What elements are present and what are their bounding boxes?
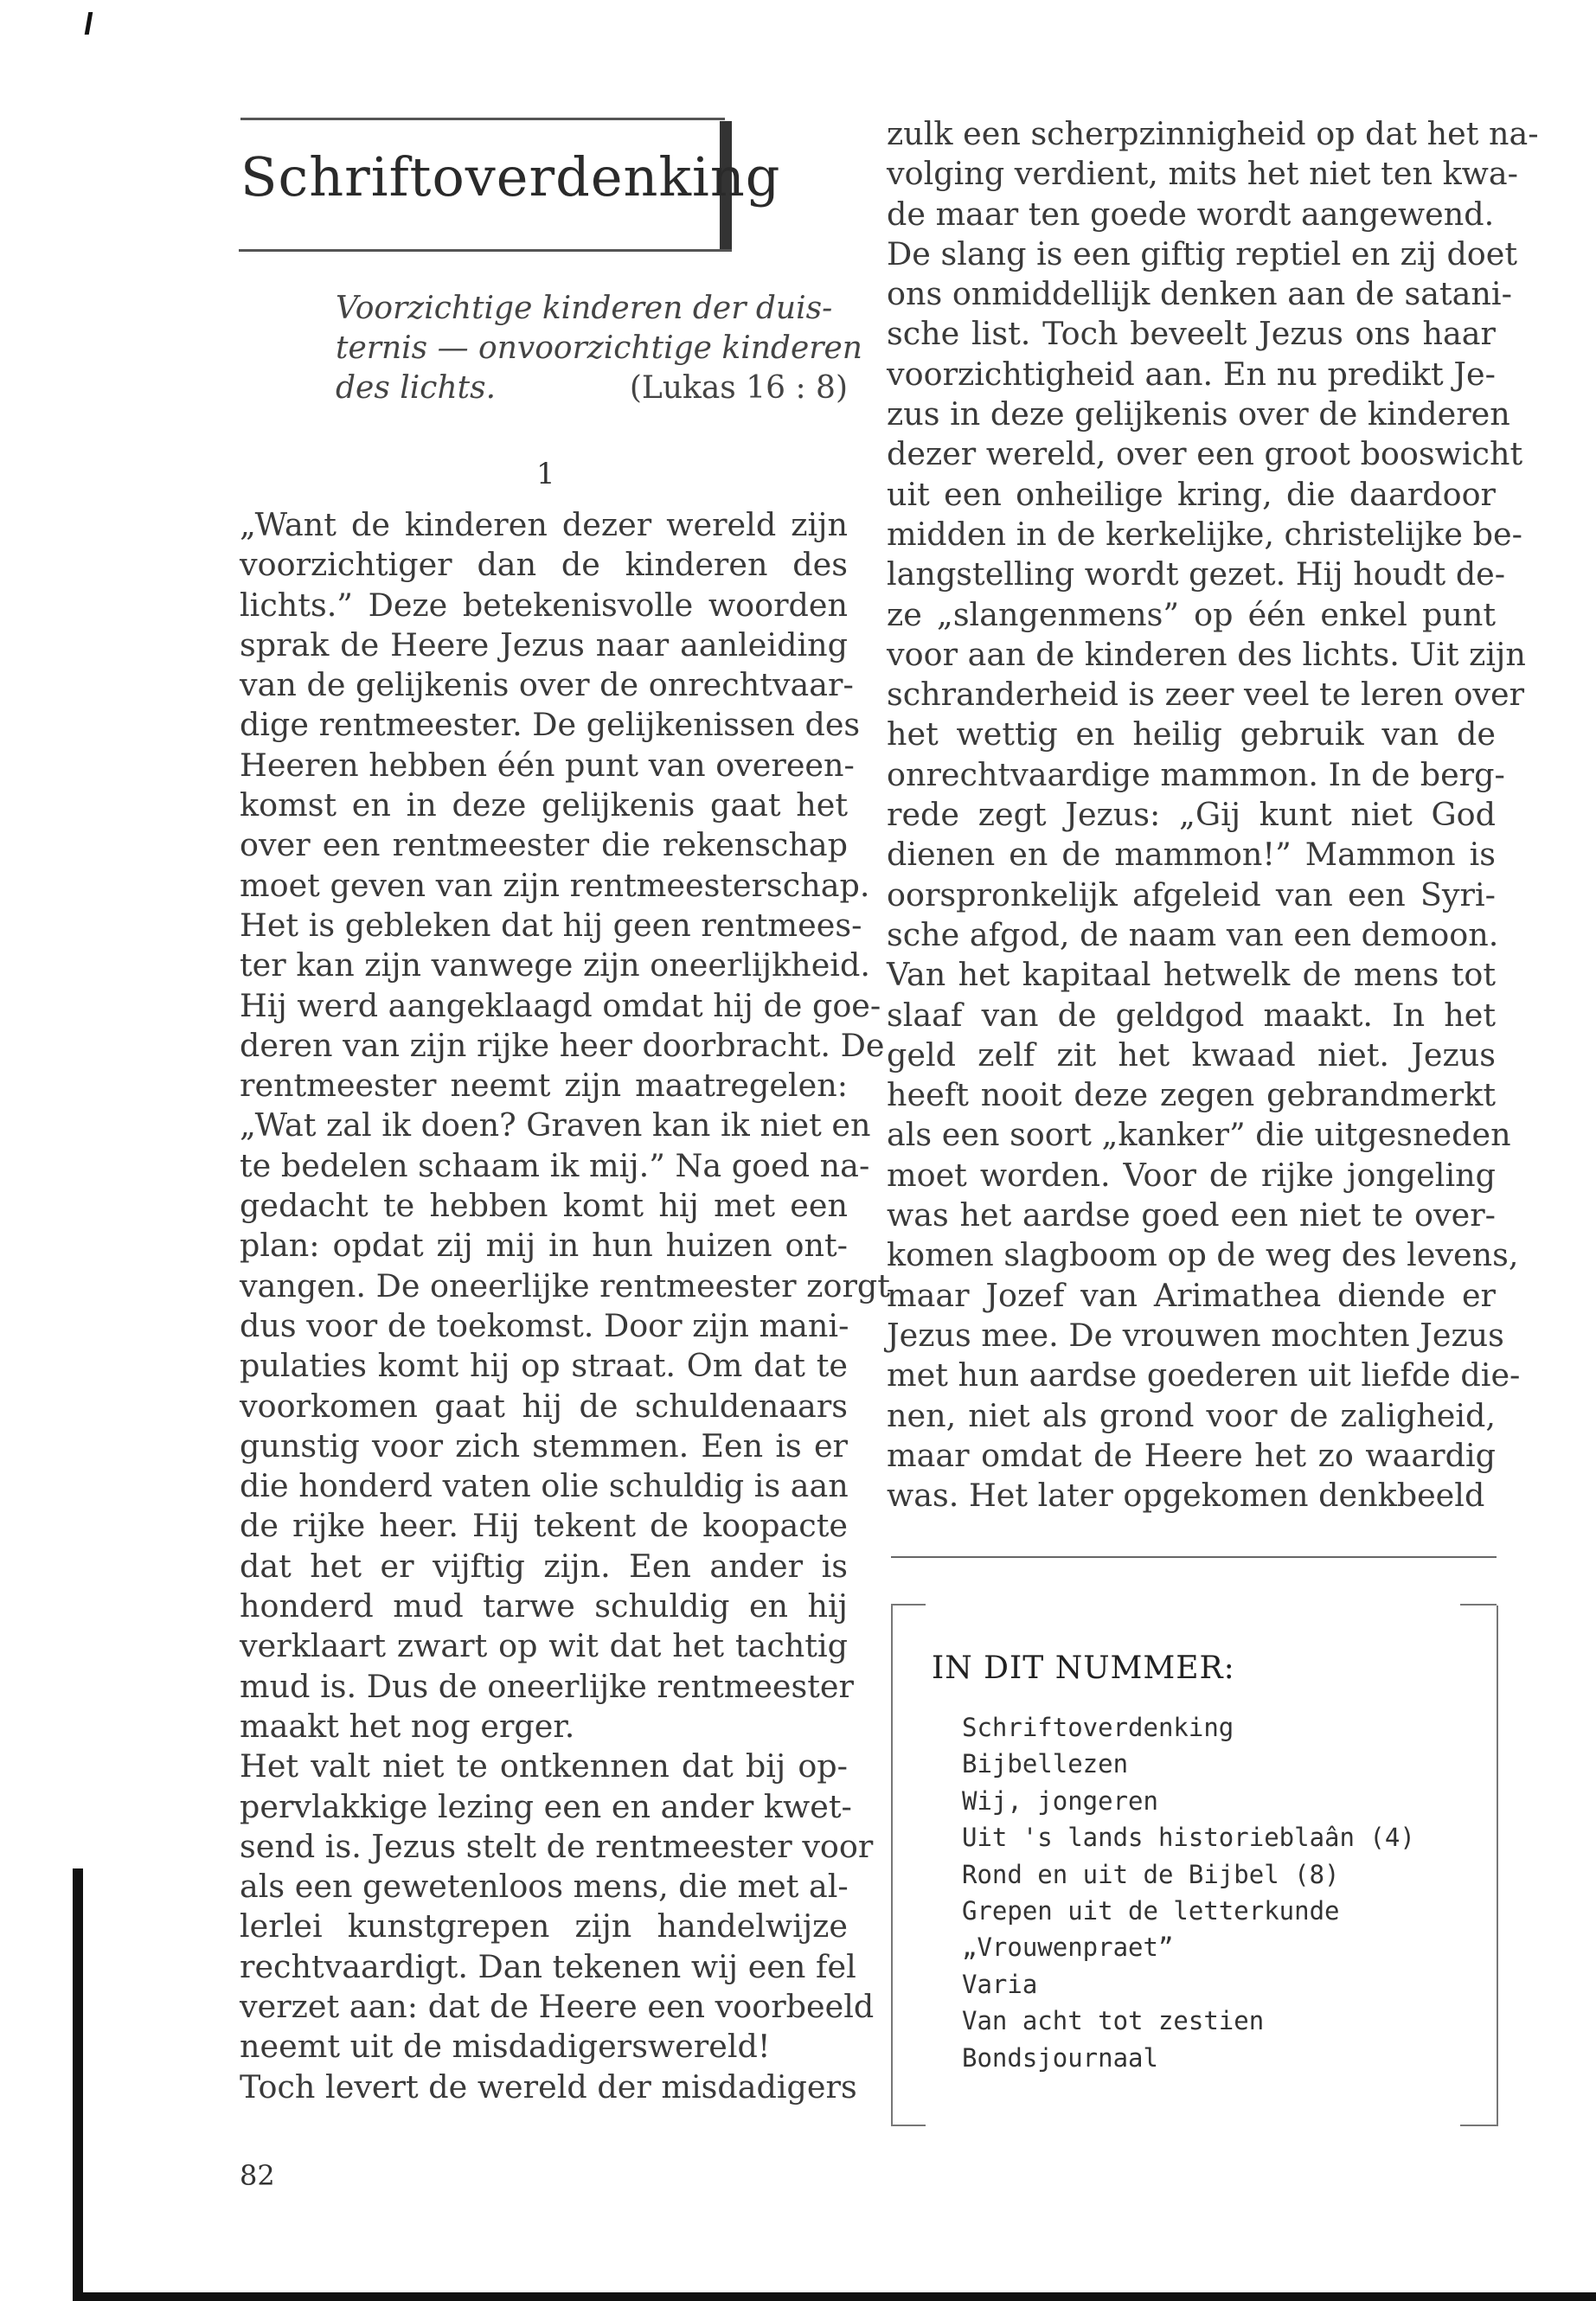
index-item: Uit 's lands historieblaân (4)	[962, 1823, 1415, 1853]
text-line: Van het kapitaal hetwelk de mens tot	[887, 956, 1496, 994]
text-line: als een soort „kanker” die uitgesneden	[887, 1116, 1511, 1154]
text-line: midden in de kerkelijke, christelijke be-	[887, 515, 1522, 553]
text-line: voorkomen gaat hij de schuldenaars	[240, 1387, 848, 1425]
index-item: Bijbellezen	[962, 1749, 1129, 1779]
text-line: „Wat zal ik doen? Graven kan ik niet en	[240, 1106, 871, 1144]
scan-edge-left	[73, 1868, 83, 2301]
text-line: maakt het nog erger.	[240, 1707, 575, 1745]
text-line: maar omdat de Heere het zo waardig	[887, 1436, 1496, 1474]
index-rule	[891, 1556, 1497, 1558]
text-line: maar Jozef van Arimathea diende er	[887, 1276, 1496, 1314]
text-line: moet worden. Voor de rijke jongeling	[887, 1156, 1496, 1194]
text-line: dezer wereld, over een groot booswicht	[887, 435, 1523, 473]
epigraph-line: des lichts.	[336, 370, 497, 406]
text-line: die honderd vaten olie schuldig is aan	[240, 1467, 849, 1505]
text-line: neemt uit de misdadigerswereld!	[240, 2028, 771, 2066]
text-line: gedacht te hebben komt hij met een	[240, 1187, 848, 1225]
text-line: komen slagboom op de weg des levens,	[887, 1236, 1519, 1274]
text-line: van de gelijkenis over de onrechtvaar-	[240, 666, 854, 704]
text-line: het wettig en heilig gebruik van de	[887, 715, 1496, 753]
text-line: vangen. De oneerlijke rentmeester zorgt	[240, 1266, 890, 1304]
text-line: langstelling wordt gezet. Hij houdt de-	[887, 555, 1506, 593]
text-line: sche list. Toch beveelt Jezus ons haar	[887, 315, 1496, 353]
masthead-rule-top	[240, 118, 725, 120]
text-line: rede zegt Jezus: „Gij kunt niet God	[887, 796, 1496, 834]
text-line: onrechtvaardige mammon. In de berg-	[887, 755, 1505, 793]
index-item: Wij, jongeren	[962, 1785, 1158, 1816]
text-line: voorzichtiger dan de kinderen des	[240, 546, 848, 584]
text-line: oorspronkelijk afgeleid van een Syri-	[887, 875, 1496, 913]
text-line: dus voor de toekomst. Door zijn mani-	[240, 1306, 849, 1344]
index-item: Grepen uit de letterkunde	[962, 1896, 1340, 1926]
text-line: over een rentmeester die rekenschap	[240, 826, 848, 864]
text-line: heeft nooit deze zegen gebrandmerkt	[887, 1076, 1496, 1114]
epigraph-reference: (Lukas 16 : 8)	[629, 370, 848, 406]
text-line: plan: opdat zij mij in hun huizen ont-	[240, 1227, 848, 1265]
index-item: „Vrouwenpraet”	[962, 1932, 1174, 1963]
text-line: Het valt niet te ontkennen dat bij op-	[240, 1747, 848, 1785]
index-item: Rond en uit de Bijbel (8)	[962, 1859, 1340, 1889]
text-line: als een gewetenloos mens, die met al-	[240, 1868, 849, 1906]
text-line: verzet aan: dat de Heere een voorbeeld	[240, 1987, 875, 2025]
masthead-rule-bottom	[239, 249, 732, 252]
text-line: send is. Jezus stelt de rentmeester voor	[240, 1827, 874, 1865]
index-box-corner	[891, 2125, 926, 2126]
text-line: sche afgod, de naam van een demoon.	[887, 915, 1499, 953]
text-line: uit een onheilige kring, die daardoor	[887, 475, 1496, 513]
text-line: Jezus mee. De vrouwen mochten Jezus	[887, 1316, 1504, 1354]
text-line: slaaf van de geldgod maakt. In het	[887, 996, 1496, 1034]
epigraph	[336, 289, 862, 408]
text-line: voorzichtigheid aan. En nu predikt Je-	[887, 355, 1496, 393]
text-line: zulk een scherpzinnigheid op dat het na-	[887, 115, 1539, 152]
index-item: Schriftoverdenking	[962, 1713, 1234, 1742]
text-line: schranderheid is zeer veel te leren over	[887, 676, 1525, 714]
index-list	[962, 1709, 1415, 2076]
text-line: De slang is een giftig reptiel en zij doet	[887, 234, 1518, 272]
page-number: 82	[240, 2159, 275, 2192]
text-line: ons onmiddellijk denken aan de satani-	[887, 275, 1512, 313]
index-item: Bondsjournaal	[962, 2042, 1158, 2073]
scan-mark	[85, 12, 93, 35]
text-line: pulaties komt hij op straat. Om dat te	[240, 1347, 848, 1385]
text-line: lerlei kunstgrepen zijn handelwijze	[240, 1907, 848, 1945]
index-title: IN DIT NUMMER:	[932, 1650, 1235, 1686]
text-line: Hij werd aangeklaagd omdat hij de goe-	[240, 986, 881, 1024]
text-line: „Want de kinderen dezer wereld zijn	[240, 506, 848, 543]
text-line: gunstig voor zich stemmen. Een is er	[240, 1426, 848, 1465]
text-line: komst en in deze gelijkenis gaat het	[240, 786, 848, 824]
text-line: met hun aardse goederen uit liefde die-	[887, 1356, 1521, 1394]
masthead-title: Schriftoverdenking	[240, 145, 781, 208]
text-line: geld zelf zit het kwaad niet. Jezus	[887, 1035, 1496, 1074]
scan-edge-bottom	[82, 2292, 1596, 2301]
index-box-corner	[891, 1604, 926, 1606]
text-line: nen, niet als grond voor de zaligheid,	[887, 1396, 1496, 1434]
text-line: dat het er vijftig zijn. Een ander is	[240, 1547, 848, 1585]
epigraph-line: Voorzichtige kinderen der duis-	[336, 291, 833, 326]
text-line: volging verdient, mits het niet ten kwa-	[887, 155, 1519, 193]
text-line: Het is gebleken dat hij geen rentmees-	[240, 906, 862, 944]
text-line: de rijke heer. Hij tekent de koopacte	[240, 1507, 848, 1545]
text-line: was. Het later opgekomen denkbeeld	[887, 1477, 1485, 1515]
text-line: sprak de Heere Jezus naar aanleiding	[240, 625, 848, 663]
text-line: pervlakkige lezing een en ander kwet-	[240, 1787, 852, 1825]
left-column	[240, 505, 890, 2107]
text-line: voor aan de kinderen des lichts. Uit zijn	[887, 635, 1526, 673]
text-line: te bedelen schaam ik mij.” Na goed na-	[240, 1146, 870, 1184]
text-line: moet geven van zijn rentmeesterschap.	[240, 866, 870, 904]
text-line: dienen en de mammon!” Mammon is	[887, 836, 1496, 874]
index-box-corner	[1460, 2125, 1497, 2126]
text-line: zus in deze gelijkenis over de kinderen	[887, 395, 1510, 433]
text-line: deren van zijn rijke heer doorbracht. De	[240, 1026, 885, 1064]
text-line: ze „slangenmens” op één enkel punt	[887, 595, 1496, 633]
text-line: verklaart zwart op wit dat het tachtig	[240, 1627, 848, 1665]
epigraph-line: ternis — onvoorzichtige kinderen	[336, 330, 862, 366]
text-line: rechtvaardigt. Dan tekenen wij een fel	[240, 1947, 856, 1985]
section-number: 1	[536, 457, 555, 491]
index-item: Varia	[962, 1969, 1038, 1999]
epigraph-last-line	[336, 369, 848, 408]
text-line: was het aardse goed een niet te over-	[887, 1196, 1496, 1234]
right-column	[887, 114, 1539, 1516]
index-item: Van acht tot zestien	[962, 2006, 1265, 2036]
index-box-corner	[1460, 1604, 1497, 1606]
text-line: de maar ten goede wordt aangewend.	[887, 195, 1495, 233]
text-line: honderd mud tarwe schuldig en hij	[240, 1587, 848, 1625]
text-line: mud is. Dus de oneerlijke rentmeester	[240, 1667, 854, 1705]
text-line: Toch levert de wereld der misdadigers	[240, 2067, 857, 2106]
text-line: Heeren hebben één punt van overeen-	[240, 746, 855, 784]
text-line: ter kan zijn vanwege zijn oneerlijkheid.	[240, 946, 870, 984]
text-line: lichts.” Deze betekenisvolle woorden	[240, 586, 848, 624]
text-line: dige rentmeester. De gelijkenissen des	[240, 706, 861, 744]
text-line: rentmeester neemt zijn maatregelen:	[240, 1067, 848, 1105]
